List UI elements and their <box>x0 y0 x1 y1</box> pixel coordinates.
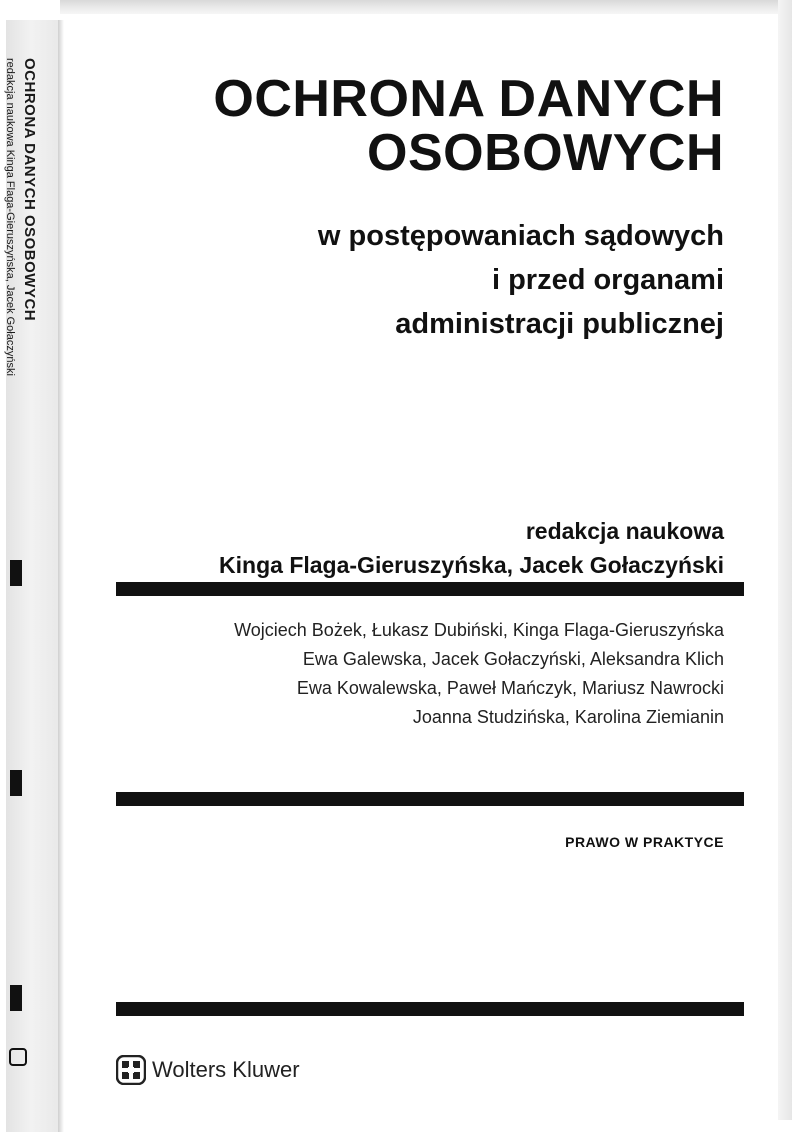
spine-title: OCHRONA DANYCH OSOBOWYCH <box>21 58 38 322</box>
spine-mark <box>10 560 22 586</box>
authors-list <box>84 616 724 732</box>
spine-mark <box>10 985 22 1011</box>
authors-line: Ewa Kowalewska, Paweł Mańczyk, Mariusz Nawrocki <box>296 678 724 698</box>
wolters-kluwer-logo-icon <box>116 1055 146 1085</box>
subtitle-line: w postępowaniach sądowych <box>317 220 724 252</box>
book-title <box>84 72 724 180</box>
subtitle-line: i przed organami <box>491 264 724 296</box>
front-cover <box>64 14 780 1132</box>
title-line: OCHRONA DANYCH <box>213 70 724 128</box>
authors-line: Wojciech Bożek, Łukasz Dubiński, Kinga Flaga-Gieruszyńska <box>234 620 724 640</box>
divider-bar <box>116 582 744 596</box>
page-edge-top <box>60 0 780 14</box>
publisher-logo <box>116 1050 300 1090</box>
subtitle-line: administracji publicznej <box>395 308 724 340</box>
page-edge-right <box>778 0 792 1120</box>
divider-bar <box>116 792 744 806</box>
spine-mark <box>10 770 22 796</box>
title-line: OSOBOWYCH <box>367 124 724 182</box>
editors-names: Kinga Flaga-Gieruszyńska, Jacek Gołaczyński <box>219 552 724 578</box>
editors-label: redakcja naukowa <box>525 518 724 544</box>
spine-authors: redakcja naukowa Kinga Flaga-Gieruszyńska, Jacek Gołaczyński <box>4 58 16 376</box>
authors-line: Ewa Galewska, Jacek Gołaczyński, Aleksandra Klich <box>302 649 724 669</box>
spine-logo-icon <box>9 1048 27 1066</box>
book-subtitle <box>84 214 724 346</box>
series-name: PRAWO W PRAKTYCE <box>565 834 724 850</box>
divider-bar <box>116 1002 744 1016</box>
authors-line: Joanna Studzińska, Karolina Ziemianin <box>412 707 724 727</box>
publisher-name: Wolters Kluwer <box>152 1057 300 1082</box>
